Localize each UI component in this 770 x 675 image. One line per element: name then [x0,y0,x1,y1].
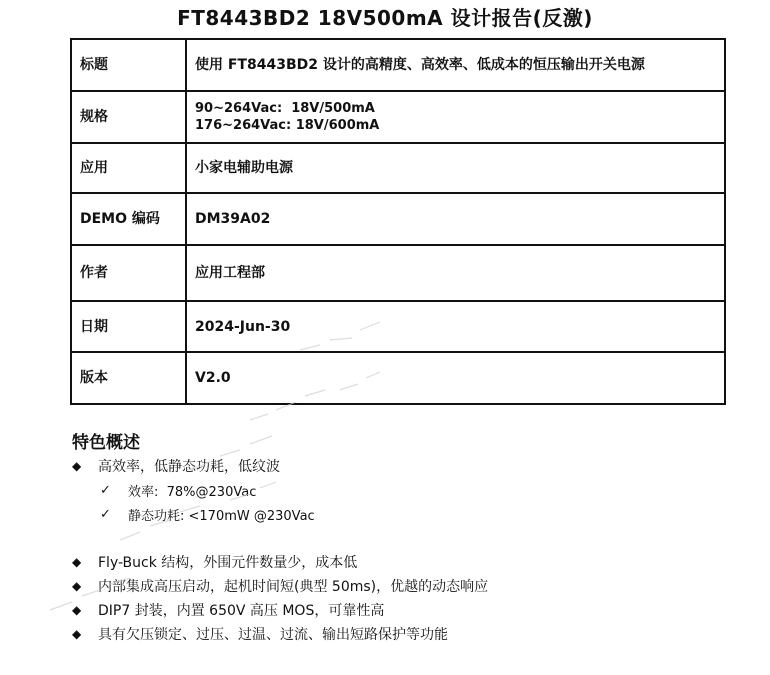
feature-text: DIP7 封装，内置 650V 高压 MOS，可靠性高 [98,603,385,619]
feature-text: 内部集成高压启动，起机时间短(典型 50ms)，优越的动态响应 [98,579,489,595]
feature-text: 具有欠压锁定、过压、过温、过流、输出短路保护等功能 [98,627,448,643]
feature-sub-text: 静态功耗: <170mW @230Vac [128,509,315,524]
table-row [71,39,725,91]
row-value-date: 2024-Jun-30 [186,301,725,352]
row-value-demo-code: DM39A02 [186,193,725,245]
table-row [71,301,725,352]
table-row [71,193,725,245]
feature-text: 高效率，低静态功耗，低纹波 [98,459,280,475]
row-label-author: 作者 [71,245,186,301]
row-label-spec: 规格 [71,91,186,143]
diamond-icon: ◆ [72,579,82,593]
row-label-version: 版本 [71,352,186,404]
check-icon: ✓ [100,483,111,498]
feature-item [72,456,280,476]
feature-sub-item [100,505,315,524]
table-row [71,143,725,193]
document-title: FT8443BD2 18V500mA 设计报告(反激) [177,6,593,30]
row-value-title: 使用 FT8443BD2 设计的高精度、高效率、低成本的恒压输出开关电源 [186,39,725,91]
table-row [71,245,725,301]
diamond-icon: ◆ [72,603,82,617]
feature-text: Fly-Buck 结构，外围元件数量少，成本低 [98,555,358,571]
diamond-icon: ◆ [72,555,82,569]
row-label-title: 标题 [71,39,186,91]
row-value-spec [186,91,725,143]
feature-item [72,624,448,644]
row-label-application: 应用 [71,143,186,193]
feature-item [72,600,384,620]
row-value-author: 应用工程部 [186,245,725,301]
table-row [71,352,725,404]
diamond-icon: ◆ [72,459,82,473]
feature-item [72,576,488,596]
spec-line-2: 176~264Vac: 18V/600mA [195,118,380,133]
features-heading: 特色概述 [72,433,140,453]
row-label-date: 日期 [71,301,186,352]
table-row [71,91,725,143]
feature-item [72,552,357,572]
feature-sub-text: 效率: 78%@230Vac [128,485,257,500]
report-info-table [70,38,726,405]
feature-sub-item [100,481,256,500]
check-icon: ✓ [100,507,111,522]
row-value-version: V2.0 [186,352,725,404]
row-label-demo-code: DEMO 编码 [71,193,186,245]
spec-line-1: 90~264Vac: 18V/500mA [195,101,375,116]
diamond-icon: ◆ [72,627,82,641]
row-value-application: 小家电辅助电源 [186,143,725,193]
